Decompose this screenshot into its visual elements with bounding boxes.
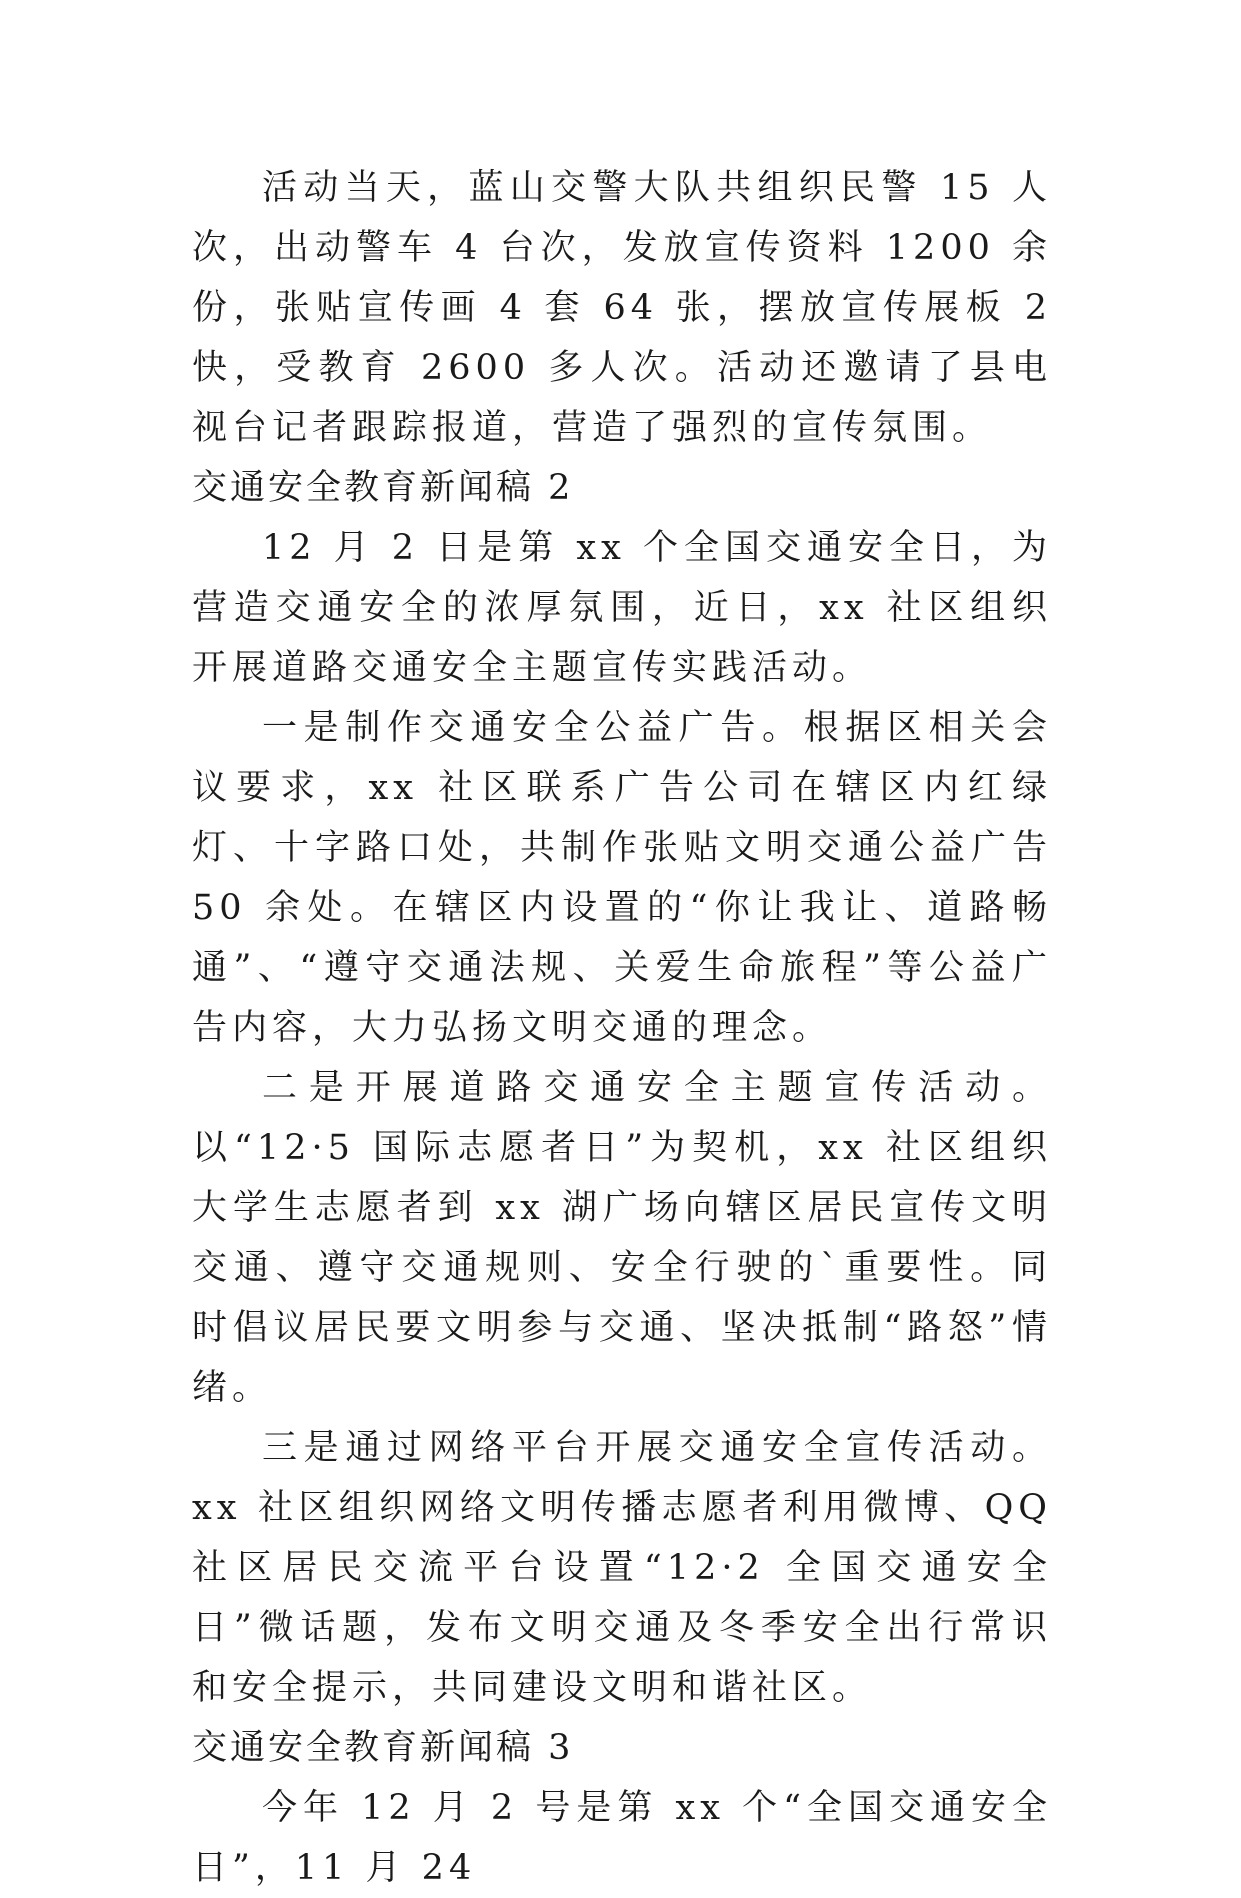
section-heading-2: 交通安全教育新闻稿 2 xyxy=(192,468,574,508)
paragraph-theme-campaign: 二是开展道路交通安全主题宣传活动。以“12·5 国际志愿者日”为契机，xx 社区组织大学生志愿者到 xx 湖广场向辖区居民宣传文明交通、遵守交通规则、安全行驶的`重要性。同时倡议居民要文明参与交通、坚决抵制“路怒”情绪。 xyxy=(192,1068,1052,1408)
section-heading-3: 交通安全教育新闻稿 3 xyxy=(192,1728,574,1768)
paragraph-activity-summary: 活动当天，蓝山交警大队共组织民警 15 人次，出动警车 4 台次，发放宣传资料 1200 余份，张贴宣传画 4 套 64 张，摆放宣传展板 2 快，受教育 2600 多人次。活动还邀请了县电视台记者跟踪报道，营造了强烈的宣传氛围。 xyxy=(192,168,1052,448)
document-body xyxy=(192,158,1052,1898)
paragraph-article-3-start: 今年 12 月 2 号是第 xx 个“全国交通安全日”，11 月 24 xyxy=(192,1788,1052,1888)
paragraph-public-ads: 一是制作交通安全公益广告。根据区相关会议要求，xx 社区联系广告公司在辖区内红绿灯、十字路口处，共制作张贴文明交通公益广告 50 余处。在辖区内设置的“你让我让、道路畅通”、“遵守交通法规、关爱生命旅程”等公益广告内容，大力弘扬文明交通的理念。 xyxy=(192,708,1052,1048)
paragraph-safety-day-intro: 12 月 2 日是第 xx 个全国交通安全日，为营造交通安全的浓厚氛围，近日，xx 社区组织开展道路交通安全主题宣传实践活动。 xyxy=(192,528,1052,688)
paragraph-online-campaign: 三是通过网络平台开展交通安全宣传活动。xx 社区组织网络文明传播志愿者利用微博、QQ 社区居民交流平台设置“12·2 全国交通安全日”微话题，发布文明交通及冬季安全出行常识和安全提示，共同建设文明和谐社区。 xyxy=(192,1428,1052,1708)
